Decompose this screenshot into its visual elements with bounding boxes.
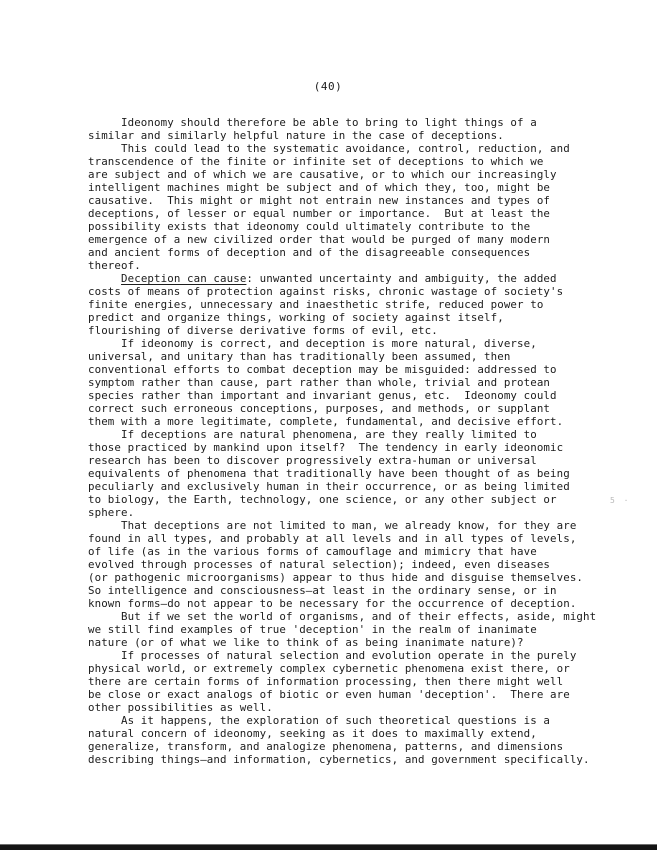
- text-line: As it happens, the exploration of such theoretical questions is a: [88, 714, 551, 727]
- text-line: be close or exact analogs of biotic or even human 'deception'. There are: [88, 688, 570, 701]
- text-line: So intelligence and consciousness—at least in the ordinary sense, or in: [88, 584, 557, 597]
- text-line: similar and similarly helpful nature in the case of deceptions.: [88, 129, 504, 142]
- text-line: predict and organize things, working of society against itself,: [88, 311, 504, 324]
- text-line: [88, 272, 608, 285]
- scan-edge-bottom: [0, 844, 657, 850]
- text-line: generalize, transform, and analogize phenomena, patterns, and dimensions: [88, 740, 564, 753]
- text-line: evolved through processes of natural selection); indeed, even diseases: [88, 558, 551, 571]
- text-line: peculiarly and exclusively human in their occurrence, or as being limited: [88, 480, 570, 493]
- text-line: universal, and unitary than has traditionally been assumed, then: [88, 350, 511, 363]
- document-body: [88, 116, 608, 766]
- text-line: we still find examples of true 'deception' in the realm of inanimate: [88, 623, 537, 636]
- text-line: That deceptions are not limited to man, we already know, for they are: [88, 519, 577, 532]
- text-line: are subject and of which we are causative, or to which our increasingly: [88, 168, 557, 181]
- text-line: (or pathogenic microorganisms) appear to thus hide and disguise themselves.: [88, 571, 584, 584]
- text-line: emergence of a new civilized order that would be purged of many modern: [88, 233, 551, 246]
- text-line: nature (or of what we like to think of as being inanimate nature)?: [88, 636, 524, 649]
- text-line: This could lead to the systematic avoidance, control, reduction, and: [88, 142, 570, 155]
- text-line: finite energies, unnecessary and inaesthetic strife, reduced power to: [88, 298, 544, 311]
- text-line: research has been to discover progressively extra-human or universal: [88, 454, 537, 467]
- text-line: symptom rather than cause, part rather than whole, trivial and protean: [88, 376, 551, 389]
- margin-smudge: 5 ·: [610, 496, 631, 505]
- text-line: costs of means of protection against risks, chronic wastage of society's: [88, 285, 564, 298]
- text-line: known forms—do not appear to be necessary for the occurrence of deception.: [88, 597, 577, 610]
- text-line: to biology, the Earth, technology, one science, or any other subject or: [88, 493, 557, 506]
- text-line: describing things—and information, cybernetics, and government specifically.: [88, 753, 590, 766]
- underlined-phrase: Deception can cause: [121, 272, 247, 285]
- text-line: other possibilities as well.: [88, 701, 273, 714]
- text-line: causative. This might or might not entrain new instances and types of: [88, 194, 551, 207]
- page-number: (40): [313, 80, 343, 93]
- text-line: thereof.: [88, 259, 141, 272]
- text-line: correct such erroneous conceptions, purposes, and methods, or supplant: [88, 402, 551, 415]
- text-line: there are certain forms of information processing, then there might well: [88, 675, 564, 688]
- text-line: and ancient forms of deception and of the disagreeable consequences: [88, 246, 531, 259]
- text-line: possibility exists that ideonomy could ultimately contribute to the: [88, 220, 531, 233]
- text-line: conventional efforts to combat deception may be misguided: addressed to: [88, 363, 557, 376]
- text-segment: [88, 272, 121, 285]
- text-line: physical world, or extremely complex cybernetic phenomena exist there, or: [88, 662, 570, 675]
- text-line: those practiced by mankind upon itself? The tendency in early ideonomic: [88, 441, 564, 454]
- text-line: If processes of natural selection and evolution operate in the purely: [88, 649, 577, 662]
- text-line: But if we set the world of organisms, and of their effects, aside, might: [88, 610, 597, 623]
- text-line: transcendence of the finite or infinite set of deceptions to which we: [88, 155, 544, 168]
- text-line: natural concern of ideonomy, seeking as it does to maximally extend,: [88, 727, 537, 740]
- text-line: deceptions, of lesser or equal number or importance. But at least the: [88, 207, 551, 220]
- text-line: equivalents of phenomena that traditionally have been thought of as being: [88, 467, 570, 480]
- text-line: of life (as in the various forms of camouflage and mimicry that have: [88, 545, 537, 558]
- text-segment: : unwanted uncertainty and ambiguity, the added: [246, 272, 557, 285]
- text-line: Ideonomy should therefore be able to bring to light things of a: [88, 116, 537, 129]
- text-line: sphere.: [88, 506, 135, 519]
- text-line: them with a more legitimate, complete, fundamental, and decisive effort.: [88, 415, 564, 428]
- text-line: If deceptions are natural phenomena, are they really limited to: [88, 428, 537, 441]
- text-line: If ideonomy is correct, and deception is more natural, diverse,: [88, 337, 537, 350]
- text-line: flourishing of diverse derivative forms of evil, etc.: [88, 324, 438, 337]
- text-line: found in all types, and probably at all levels and in all types of levels,: [88, 532, 577, 545]
- text-line: species rather than important and invariant genus, etc. Ideonomy could: [88, 389, 557, 402]
- text-line: intelligent machines might be subject and of which they, too, might be: [88, 181, 551, 194]
